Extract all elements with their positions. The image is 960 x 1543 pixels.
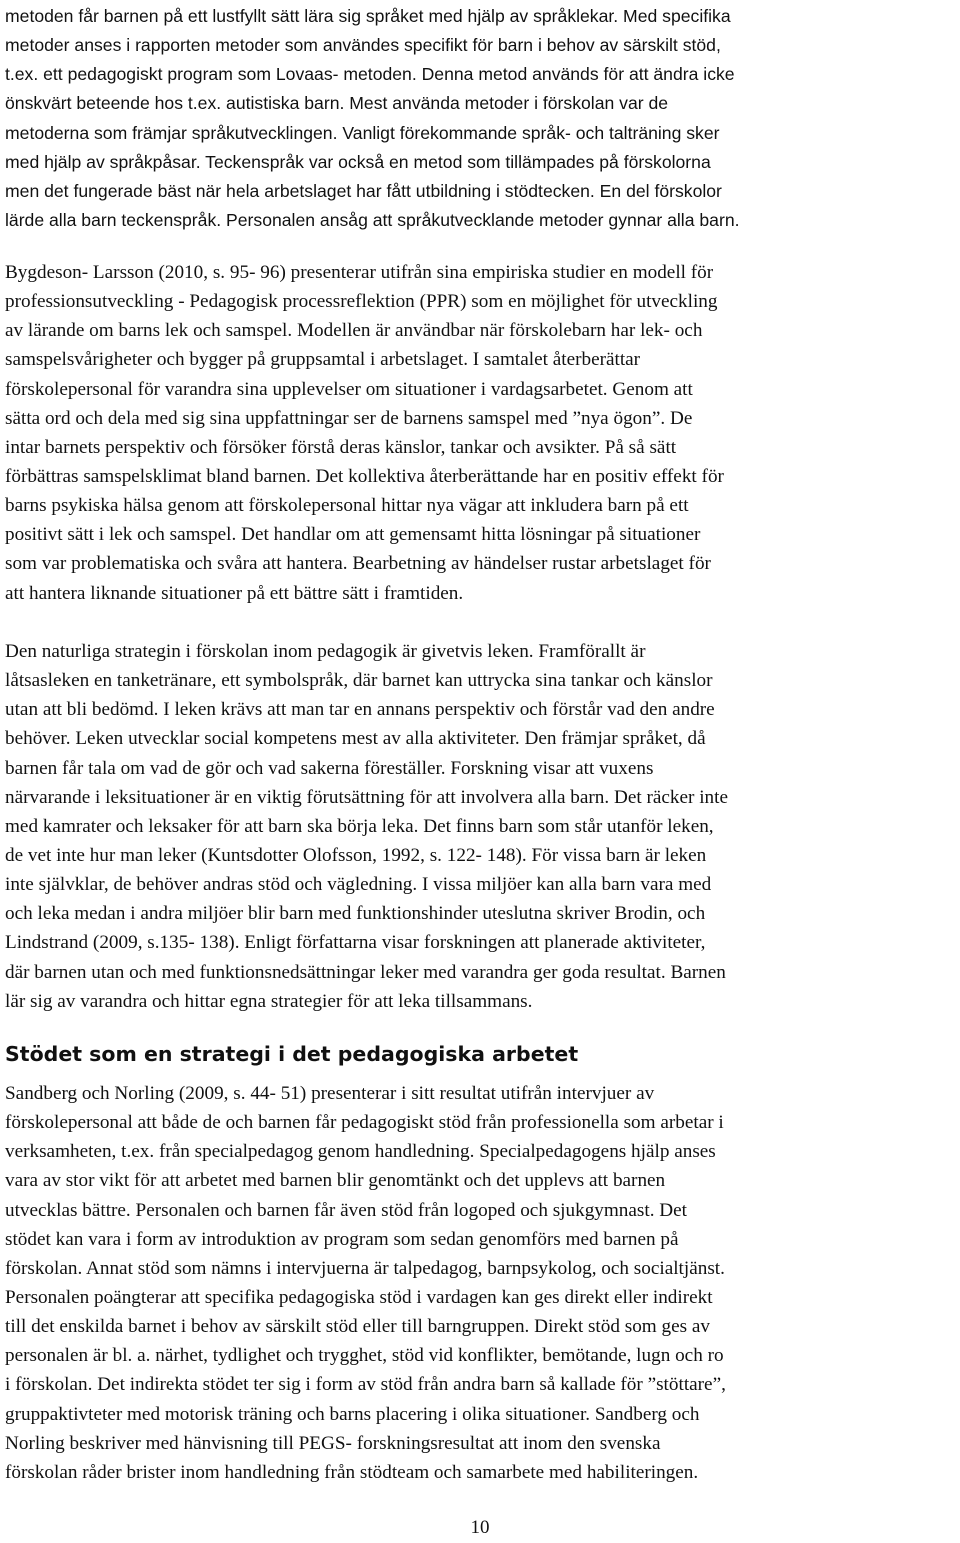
text-line: med kamrater och leksaker för att barn ska börja leka. Det finns barn som står utanför leken, xyxy=(5,815,714,837)
text-line: positivt sätt i lek och samspel. Det handlar om att gemensamt hitta lösningar på situationer xyxy=(5,524,701,546)
text-line: metoderna som främjar språkutvecklingen. Vanligt förekommande språk- och talträning sker xyxy=(5,122,720,143)
text-line: Den naturliga strategin i förskolan inom pedagogik är givetvis leken. Framförallt är xyxy=(5,641,646,662)
text-line: närvarande i leksituationer är en viktig förutsättning för att involvera alla barn. Det räcker inte xyxy=(5,786,728,808)
text-line: med hjälp av språkpåsar. Teckenspråk var också en metod som tillämpades på förskolorna xyxy=(5,151,711,172)
text-line: önskvärt beteende hos t.ex. autistiska barn. Mest använda metoder i förskolan var de xyxy=(5,93,669,114)
paragraph-ppr-model xyxy=(5,258,955,608)
page-number: 10 xyxy=(470,1517,490,1538)
text-line: där barnen utan och med funktionsnedsättningar leker med varandra ger goda resultat. Barnen xyxy=(5,961,726,983)
text-line: att hantera liknande situationer på ett bättre sätt i framtiden. xyxy=(5,582,464,604)
text-line: utan att bli bedömd. I leken krävs att man tar en annans perspektiv och förstår vad den andre xyxy=(5,699,715,721)
text-line: till det enskilda barnet i behov av särskilt stöd eller till barngruppen. Direkt stöd som ges av xyxy=(5,1316,710,1338)
text-line: behöver. Leken utvecklar social kompetens mest av alla aktiviteter. Den främjar språket, då xyxy=(5,728,706,750)
text-line: lärde alla barn teckenspråk. Personalen ansåg att språkutvecklande metoder gynnar alla barn. xyxy=(5,209,740,230)
text-line: barns psykiska hälsa genom att förskolepersonal hittar nya vägar att inkludera barn på ett xyxy=(5,495,689,517)
text-line: låtsasleken en tanketränare, ett symbolspråk, där barnet kan uttrycka sina tankar och känslor xyxy=(5,670,713,692)
paragraph-play-strategy xyxy=(5,637,955,1016)
text-line: som var problematiska och svåra att hantera. Bearbetning av händelser rustar arbetslaget för xyxy=(5,553,711,575)
paragraph-support-strategy xyxy=(5,1079,955,1487)
text-line: utvecklas bättre. Personalen och barnen får även stöd från logoped och sjukgymnast. Det xyxy=(5,1199,688,1221)
text-line: förskolan råder brister inom handledning från stödteam och samarbete med habiliteringen. xyxy=(5,1461,699,1483)
text-line: inte självklar, de behöver andras stöd och vägledning. I vissa miljöer kan alla barn vara med xyxy=(5,874,712,896)
text-line: metoden får barnen på ett lustfyllt sätt lära sig språket med hjälp av språklekar. Med specifika xyxy=(5,6,731,26)
text-line: lär sig av varandra och hittar egna strategier för att leka tillsammans. xyxy=(5,990,533,1012)
text-line: av lärande om barns lek och samspel. Modellen är användbar när förskolebarn har lek- och xyxy=(5,320,703,342)
text-line: Sandberg och Norling (2009, s. 44- 51) presenterar i sitt resultat utifrån intervjuer av xyxy=(5,1083,655,1104)
text-line: Lindstrand (2009, s.135- 138). Enligt författarna visar forskningen att planerade aktiviteter, xyxy=(5,932,706,954)
text-line: personalen är bl. a. närhet, tydlighet och trygghet, stöd vid konflikter, bemötande, lugn och ro xyxy=(5,1345,724,1367)
text-line: vara av stor vikt för att arbetet med barnen blir genomtänkt och det upplevs att barnen xyxy=(5,1170,666,1192)
text-line: barnen får tala om vad de gör och vad sakerna föreställer. Forskning visar att vuxens xyxy=(5,757,654,779)
text-line: t.ex. ett pedagogiskt program som Lovaas- metoden. Denna metod används för att ändra icke xyxy=(5,64,735,85)
text-line: och leka medan i andra miljöer blir barn med funktionshinder uteslutna skriver Brodin, och xyxy=(5,903,706,925)
text-line: Bygdeson- Larsson (2010, s. 95- 96) presenterar utifrån sina empiriska studier en modell för xyxy=(5,262,714,283)
text-line: Norling beskriver med hänvisning till PEGS- forskningsresultat att inom den svenska xyxy=(5,1432,661,1454)
paragraph-language-methods xyxy=(5,2,955,235)
section-heading: Stödet som en strategi i det pedagogiska arbetet xyxy=(5,1042,579,1066)
text-line: intar barnets perspektiv och försöker förstå deras känslor, tankar och avsikter. På så sätt xyxy=(5,436,677,458)
text-line: verksamheten, t.ex. från specialpedagog genom handledning. Specialpedagogens hjälp anses xyxy=(5,1141,716,1163)
text-line: förbättras samspelsklimat bland barnen. Det kollektiva återberättande har en positiv effekt för xyxy=(5,465,724,487)
text-line: professionsutveckling - Pedagogisk processreflektion (PPR) som en möjlighet för utveckling xyxy=(5,291,718,313)
text-line: sätta ord och dela med sig sina uppfattningar ser de barnens samspel med ”nya ögon”. De xyxy=(5,407,693,429)
text-line: förskolepersonal att både de och barnen får pedagogiskt stöd från professionella som arbetar i xyxy=(5,1112,724,1134)
text-line: förskolan. Annat stöd som nämns i intervjuerna är talpedagog, barnpsykolog, och socialtjänst. xyxy=(5,1257,725,1279)
text-line: Personalen poängterar att specifika pedagogiska stöd i vardagen kan ges direkt eller indirekt xyxy=(5,1286,713,1308)
text-line: förskolepersonal för varandra sina upplevelser om situationer i vardagsarbetet. Genom att xyxy=(5,378,693,400)
text-line: samspelsvårigheter och bygger på gruppsamtal i arbetslaget. I samtalet återberättar xyxy=(5,349,641,371)
text-line: stödet kan vara i form av introduktion av program som sedan genomförs med barnen på xyxy=(5,1228,679,1250)
text-line: de vet inte hur man leker (Kuntsdotter Olofsson, 1992, s. 122- 148). För vissa barn är leken xyxy=(5,844,707,866)
text-line: i förskolan. Det indirekta stödet ter sig i form av stöd från andra barn så kallade för ”stöttare”, xyxy=(5,1374,726,1396)
text-line: gruppaktivteter med motorisk träning och barns placering i olika situationer. Sandberg och xyxy=(5,1403,700,1425)
text-line: men det fungerade bäst när hela arbetslaget har fått utbildning i stödtecken. En del förskolor xyxy=(5,180,722,201)
text-line: metoder anses i rapporten metoder som användes specifikt för barn i behov av särskilt stöd, xyxy=(5,35,721,56)
